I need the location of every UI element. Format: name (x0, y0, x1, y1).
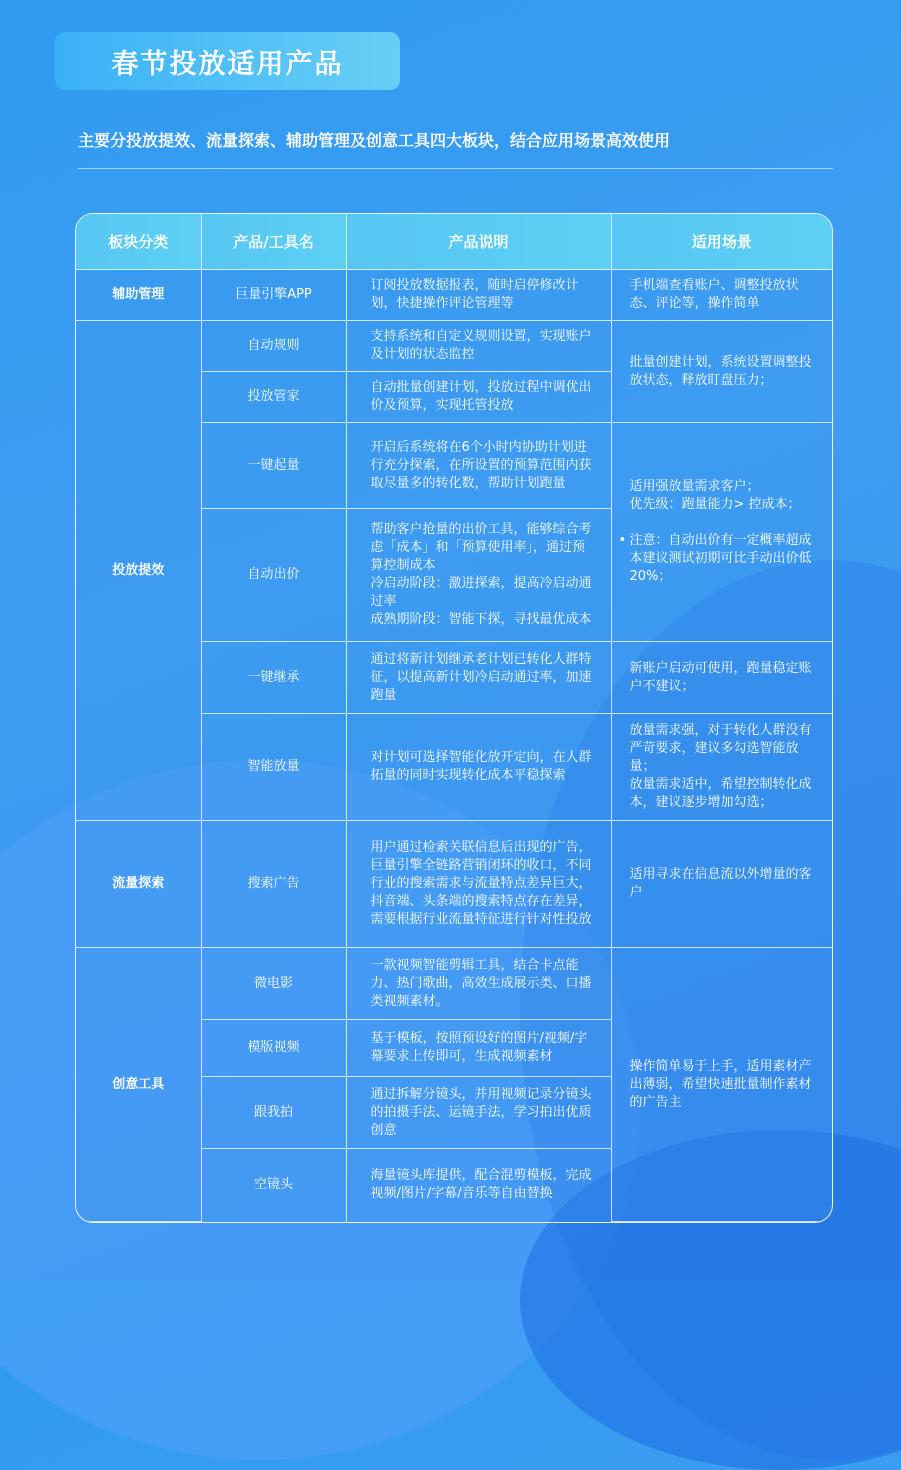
product-description: 用户通过检索关联信息后出现的广告，巨量引擎全链路营销闭环的收口，不同行业的搜索需求与流量特点差异巨大，抖音端、头条端的搜索特点存在差异，需要根据行业流量特征进行针对性投放 (346, 821, 611, 948)
header-description: 产品说明 (346, 214, 611, 270)
scene-cell: 操作简单易于上手，适用素材产出薄弱，希望快速批量制作素材的广告主 (611, 948, 832, 1222)
product-name: 巨量引擎APP (201, 270, 346, 321)
product-description: 开启后系统将在6个小时内协助计划进行充分探索，在所设置的预算范围内获取尽量多的转化数，帮助计划跑量 (346, 423, 611, 509)
product-name: 自动规则 (201, 321, 346, 372)
page-subtitle: 主要分投放提效、流量探索、辅助管理及创意工具四大板块，结合应用场景高效使用 (78, 131, 671, 150)
product-name: 跟我拍 (201, 1077, 346, 1149)
product-name: 一键继承 (201, 642, 346, 714)
table-row (76, 821, 832, 948)
product-description (346, 509, 611, 642)
product-description: 通过将新计划继承老计划已转化人群特征，以提高新计划冷启动通过率，加速跑量 (346, 642, 611, 714)
category-cell: 投放提效 (76, 321, 201, 821)
title-banner (55, 32, 400, 90)
category-cell: 流量探索 (76, 821, 201, 948)
description-line: 帮助客户抢量的出价工具，能够综合考虑「成本」和「预算使用率」，通过预算控制成本 (370, 522, 592, 573)
table-row (76, 270, 832, 321)
scene-cell (611, 423, 832, 642)
product-description: 基于模板，按照预设好的图片/视频/字幕要求上传即可，生成视频素材 (346, 1020, 611, 1077)
table-header-row (76, 214, 832, 270)
product-description: 对计划可选择智能化放开定向，在人群拓量的同时实现转化成本平稳探索 (346, 714, 611, 821)
divider (78, 168, 833, 169)
page-title: 春节投放适用产品 (111, 48, 344, 80)
product-table (76, 214, 832, 1222)
scene-line: 优先级：跑量能力> 控成本； (629, 497, 801, 512)
product-name: 微电影 (201, 948, 346, 1020)
product-description: 通过拆解分镜头，并用视频记录分镜头的拍摄手法、运镜手法，学习拍出优质创意 (346, 1077, 611, 1149)
product-name: 一键起量 (201, 423, 346, 509)
scene-cell (611, 714, 832, 821)
product-name: 搜索广告 (201, 821, 346, 948)
product-description: 一款视频智能剪辑工具，结合卡点能力、热门歌曲，高效生成展示类、口播类视频素材。 (346, 948, 611, 1020)
scene-line: 放量需求强，对于转化人群没有严苛要求，建议多勾选智能放量； (629, 723, 812, 774)
category-cell: 创意工具 (76, 948, 201, 1222)
product-description: 自动批量创建计划，投放过程中调优出价及预算，实现托管投放 (346, 372, 611, 423)
scene-line: 放量需求适中，希望控制转化成本，建议逐步增加勾选； (629, 777, 812, 810)
product-name: 智能放量 (201, 714, 346, 821)
category-cell: 辅助管理 (76, 270, 201, 321)
scene-cell: 新账户启动可使用，跑量稳定账户不建议； (611, 642, 832, 714)
product-description: 支持系统和自定义规则设置，实现账户及计划的状态监控 (346, 321, 611, 372)
product-description: 海量镜头库提供，配合混剪模板，完成视频/图片/字幕/音乐等自由替换 (346, 1149, 611, 1222)
header-product: 产品/工具名 (201, 214, 346, 270)
description-line: 冷启动阶段：激进探索，提高冷启动通过率 (370, 576, 592, 609)
scene-note-text: 注意：自动出价有一定概率超成本建议测试初期可比手动出价低20%； (629, 533, 812, 584)
product-description: 订阅投放数据报表，随时启停修改计划，快捷操作评论管理等 (346, 270, 611, 321)
bullet-icon: • (618, 533, 627, 548)
scene-line: 适用强放量需求客户； (629, 479, 760, 494)
product-name: 投放管家 (201, 372, 346, 423)
table-row (76, 948, 832, 1020)
description-line: 成熟期阶段：智能下探，寻找最优成本 (370, 612, 592, 627)
product-name: 自动出价 (201, 509, 346, 642)
product-name: 空镜头 (201, 1149, 346, 1222)
header-category: 板块分类 (76, 214, 201, 270)
product-table-container (75, 213, 833, 1223)
scene-note (618, 532, 819, 586)
table-row (76, 321, 832, 372)
scene-cell: 手机端查看账户、调整投放状态、评论等，操作简单 (611, 270, 832, 321)
product-name: 模版视频 (201, 1020, 346, 1077)
scene-cell: 批量创建计划，系统设置调整投放状态，释放盯盘压力； (611, 321, 832, 423)
scene-cell: 适用寻求在信息流以外增量的客户 (611, 821, 832, 948)
header-scene: 适用场景 (611, 214, 832, 270)
